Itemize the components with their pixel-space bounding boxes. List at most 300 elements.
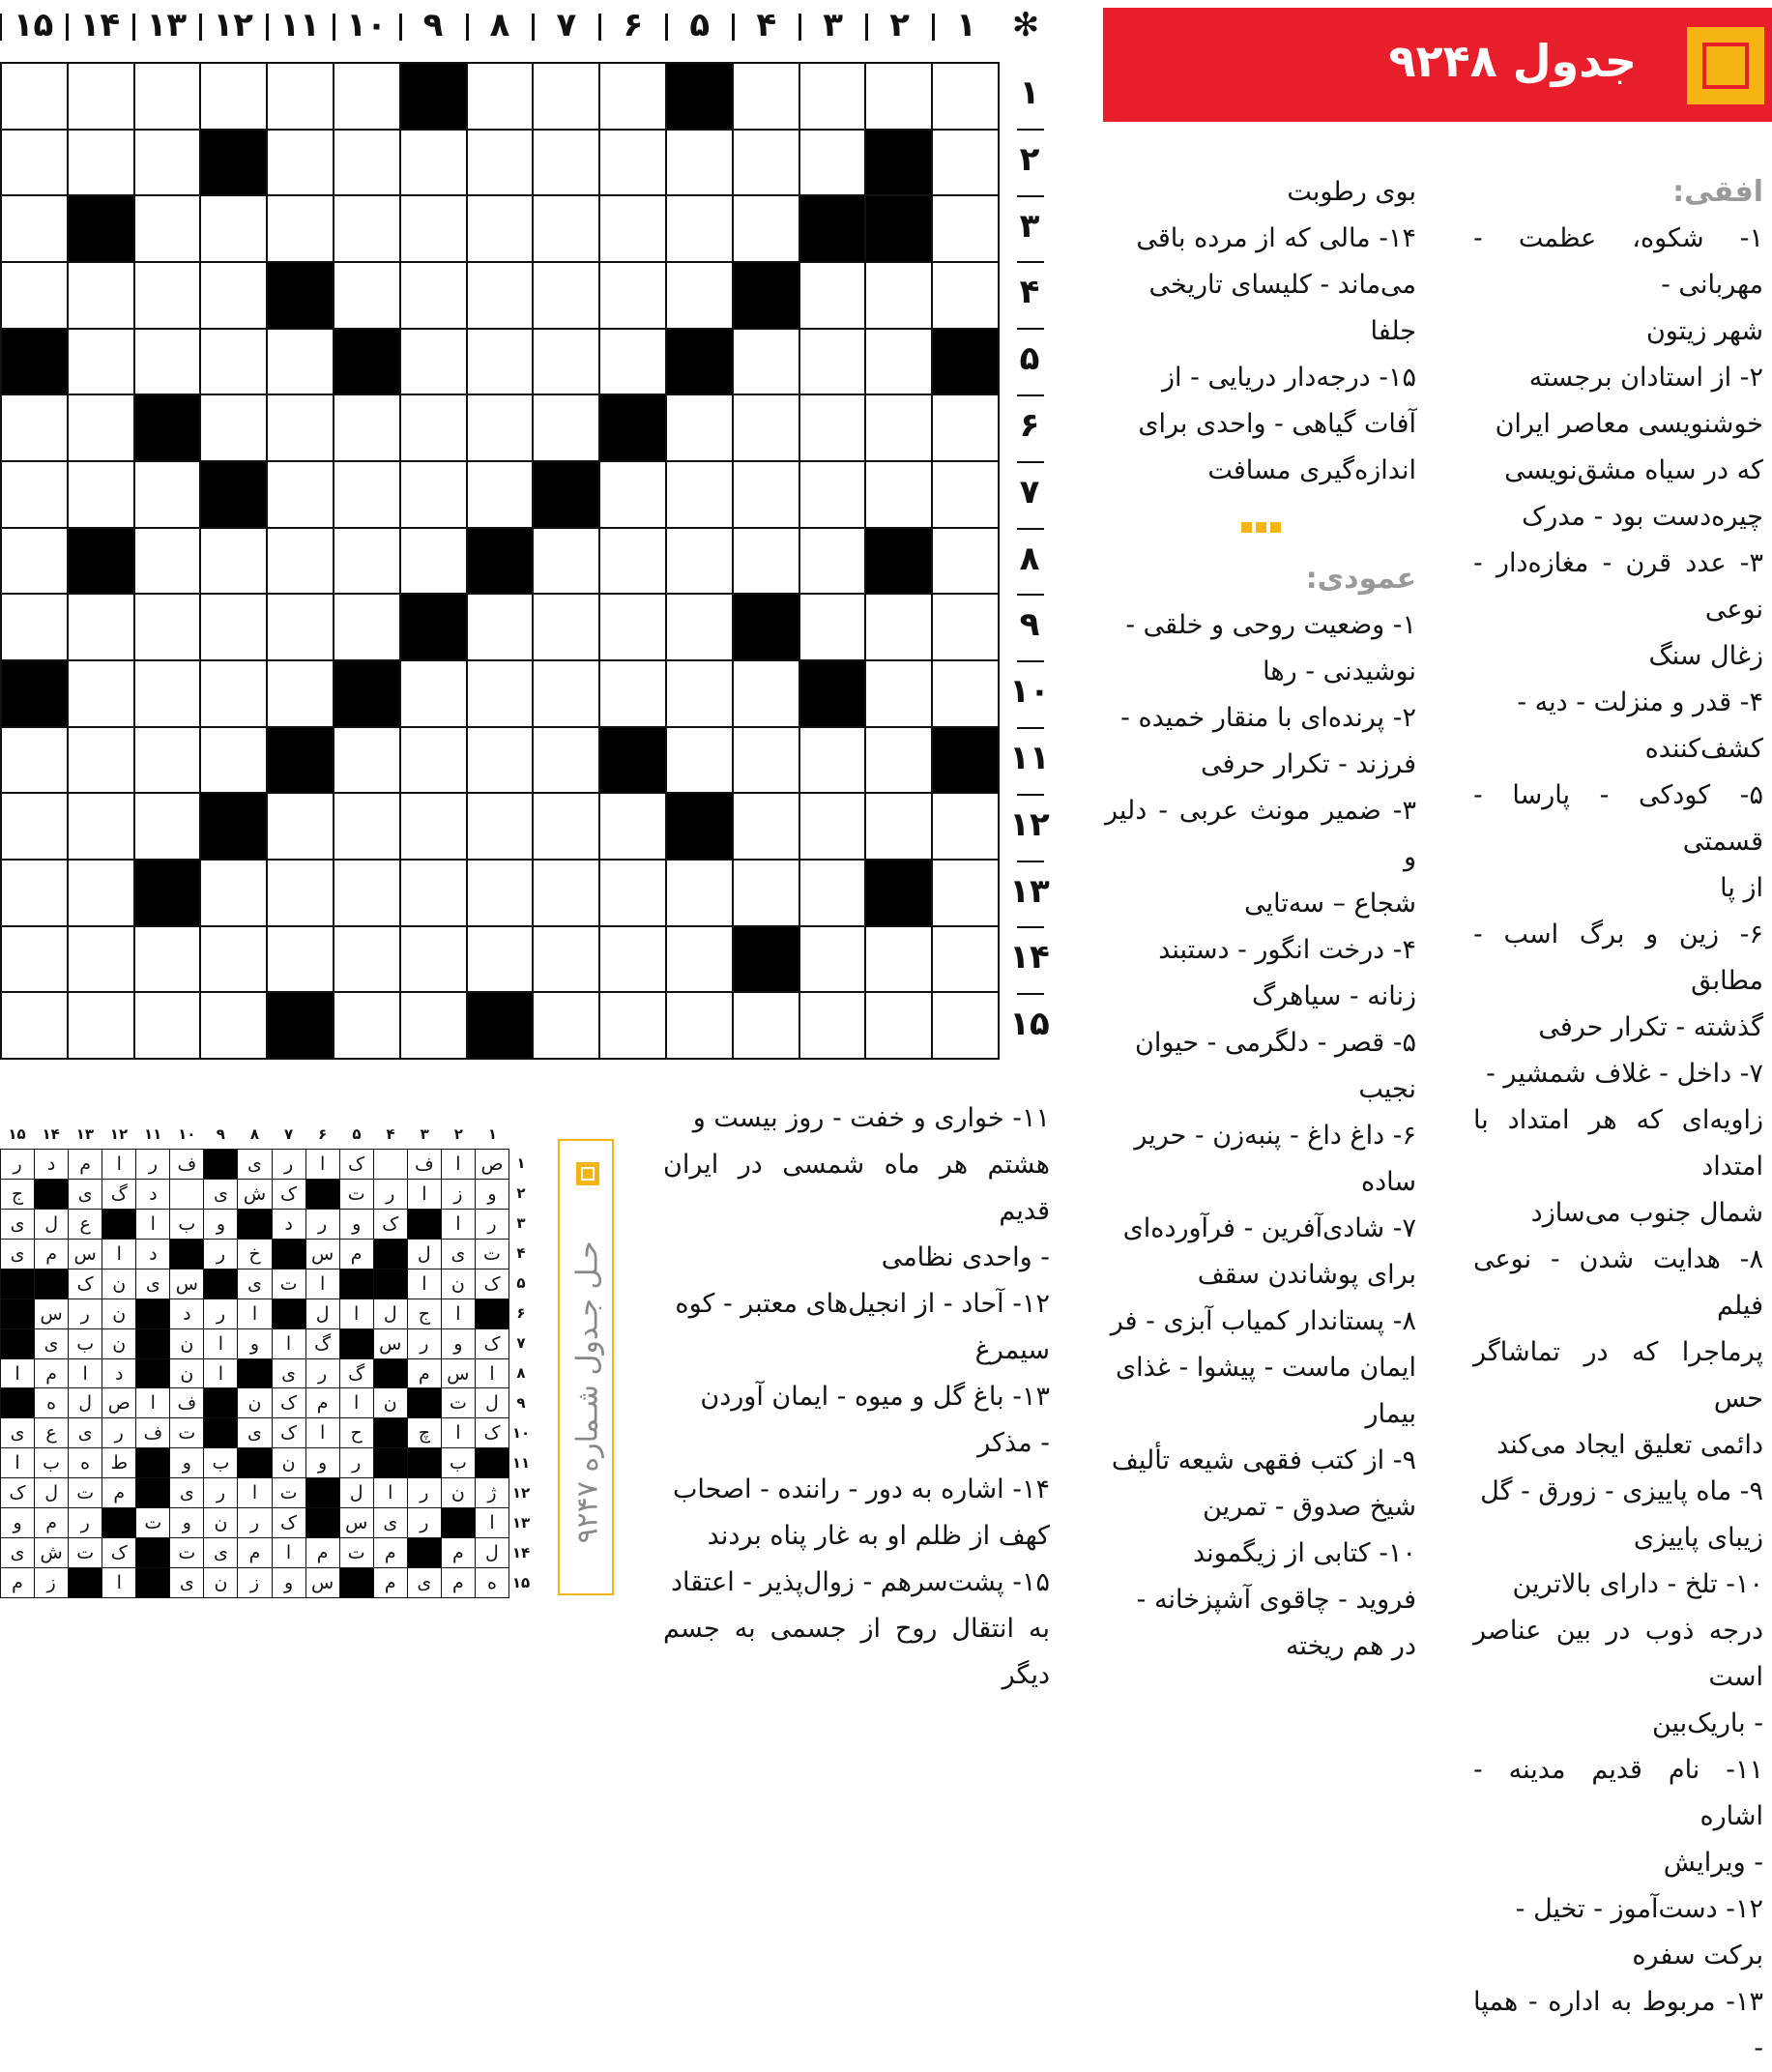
grid-cell[interactable] bbox=[667, 462, 734, 529]
grid-cell[interactable] bbox=[401, 661, 468, 728]
grid-cell[interactable] bbox=[534, 131, 600, 197]
mini-letter-cell: م bbox=[442, 1568, 476, 1598]
grid-cell[interactable] bbox=[866, 661, 933, 728]
mini-letter-cell: ن bbox=[238, 1388, 272, 1418]
mini-letter-cell: ت bbox=[340, 1538, 374, 1568]
grid-cell[interactable] bbox=[468, 661, 535, 728]
grid-cell[interactable] bbox=[268, 861, 334, 927]
grid-cell[interactable] bbox=[135, 131, 202, 197]
mini-row-label: ۱۳ bbox=[511, 1514, 531, 1532]
grid-cell[interactable] bbox=[268, 395, 334, 462]
clue-line: ۳- عدد قرن - مغازه‌دار - نوعی bbox=[1473, 548, 1763, 625]
grid-cell[interactable] bbox=[468, 196, 535, 263]
mini-letter-cell: ل bbox=[35, 1478, 69, 1508]
mini-letter-cell: ف bbox=[136, 1418, 170, 1448]
row-label: ۱۲ bbox=[1009, 804, 1050, 844]
grid-cell[interactable] bbox=[734, 462, 800, 529]
grid-cell[interactable] bbox=[667, 993, 734, 1060]
black-cell bbox=[468, 529, 535, 596]
grid-cell[interactable] bbox=[201, 728, 268, 795]
grid-cell[interactable] bbox=[135, 993, 202, 1060]
mini-letter-cell: ن bbox=[102, 1329, 136, 1359]
grid-cell[interactable] bbox=[334, 861, 401, 927]
row-divider bbox=[1017, 394, 1044, 396]
mini-black-cell bbox=[136, 1478, 170, 1508]
grid-cell[interactable] bbox=[334, 595, 401, 661]
mini-letter-cell: ا bbox=[442, 1150, 476, 1180]
clue-line: برای پوشاندن سقف bbox=[1197, 1260, 1416, 1290]
mini-letter-cell: ر bbox=[306, 1210, 340, 1240]
grid-cell[interactable] bbox=[800, 529, 867, 596]
mini-black-cell bbox=[273, 1240, 306, 1269]
grid-cell[interactable] bbox=[468, 728, 535, 795]
clue-line: ۲- از استادان برجسته bbox=[1528, 363, 1763, 393]
grid-cell[interactable] bbox=[2, 263, 69, 330]
grid-cell[interactable] bbox=[800, 595, 867, 661]
grid-cell[interactable] bbox=[933, 529, 1000, 596]
grid-cell[interactable] bbox=[201, 661, 268, 728]
grid-cell[interactable] bbox=[2, 728, 69, 795]
mini-letter-cell: ن bbox=[204, 1508, 238, 1538]
grid-cell[interactable] bbox=[800, 64, 867, 131]
grid-cell[interactable] bbox=[135, 661, 202, 728]
grid-cell[interactable] bbox=[69, 661, 135, 728]
black-cell bbox=[401, 64, 468, 131]
grid-cell[interactable] bbox=[334, 794, 401, 861]
grid-cell[interactable] bbox=[201, 64, 268, 131]
grid-cell[interactable] bbox=[734, 728, 800, 795]
row-divider bbox=[1017, 195, 1044, 197]
grid-cell[interactable] bbox=[734, 330, 800, 396]
grid-cell[interactable] bbox=[268, 131, 334, 197]
mini-black-cell bbox=[136, 1568, 170, 1598]
grid-cell[interactable] bbox=[268, 661, 334, 728]
grid-cell[interactable] bbox=[866, 462, 933, 529]
mini-letter-cell: ر bbox=[340, 1448, 374, 1478]
clue-line: - ویرایش bbox=[1663, 1848, 1763, 1878]
grid-cell[interactable] bbox=[534, 395, 600, 462]
clues-middle-column bbox=[1105, 169, 1416, 1670]
grid-cell[interactable] bbox=[667, 728, 734, 795]
grid-cell[interactable] bbox=[667, 861, 734, 927]
clue-line: که در سیاه مشق‌نویسی bbox=[1504, 455, 1763, 485]
grid-cell[interactable] bbox=[933, 993, 1000, 1060]
black-cell bbox=[933, 728, 1000, 795]
grid-cell[interactable] bbox=[201, 196, 268, 263]
grid-cell[interactable] bbox=[600, 131, 667, 197]
grid-cell[interactable] bbox=[734, 131, 800, 197]
grid-cell[interactable] bbox=[667, 196, 734, 263]
grid-cell[interactable] bbox=[468, 395, 535, 462]
grid-cell[interactable] bbox=[534, 196, 600, 263]
mini-letter-cell: س bbox=[340, 1508, 374, 1538]
grid-cell[interactable] bbox=[866, 728, 933, 795]
grid-cell[interactable] bbox=[734, 861, 800, 927]
clue-line: - باریک‌بین bbox=[1651, 1708, 1763, 1738]
mini-letter-cell: ک bbox=[476, 1418, 509, 1448]
grid-cell[interactable] bbox=[201, 927, 268, 994]
clue-line: ۳- ضمیر مونث عربی - دلیر و bbox=[1105, 796, 1416, 872]
grid-cell[interactable] bbox=[69, 131, 135, 197]
clue-line: جلفا bbox=[1370, 316, 1416, 346]
clue-line: شیخ صدوق - تمرین bbox=[1203, 1492, 1416, 1522]
grid-cell[interactable] bbox=[667, 395, 734, 462]
grid-cell[interactable] bbox=[69, 462, 135, 529]
grid-cell[interactable] bbox=[334, 927, 401, 994]
grid-cell[interactable] bbox=[734, 993, 800, 1060]
mini-letter-cell: ط bbox=[102, 1448, 136, 1478]
grid-cell[interactable] bbox=[534, 330, 600, 396]
grid-cell[interactable] bbox=[800, 330, 867, 396]
grid-cell[interactable] bbox=[401, 927, 468, 994]
mini-black-cell bbox=[408, 1448, 442, 1478]
mini-letter-cell: ل bbox=[340, 1478, 374, 1508]
clue-line: زغال سنگ bbox=[1648, 641, 1763, 671]
mini-letter-cell: ن bbox=[273, 1448, 306, 1478]
grid-cell[interactable] bbox=[334, 529, 401, 596]
mini-letter-cell: ا bbox=[306, 1418, 340, 1448]
grid-cell[interactable] bbox=[334, 728, 401, 795]
grid-cell[interactable] bbox=[534, 861, 600, 927]
grid-cell[interactable] bbox=[2, 395, 69, 462]
clue-line: زاویه‌ای که هر امتداد با امتداد bbox=[1473, 1105, 1763, 1182]
grid-cell[interactable] bbox=[401, 330, 468, 396]
grid-cell[interactable] bbox=[933, 462, 1000, 529]
grid-cell[interactable] bbox=[334, 196, 401, 263]
grid-cell[interactable] bbox=[201, 861, 268, 927]
mini-letter-cell: ک bbox=[102, 1538, 136, 1568]
grid-cell[interactable] bbox=[534, 927, 600, 994]
mini-letter-cell: ر bbox=[408, 1329, 442, 1359]
grid-cell[interactable] bbox=[600, 661, 667, 728]
grid-cell[interactable] bbox=[401, 529, 468, 596]
grid-cell[interactable] bbox=[201, 395, 268, 462]
grid-cell[interactable] bbox=[734, 64, 800, 131]
grid-cell[interactable] bbox=[600, 927, 667, 994]
row-divider bbox=[1017, 461, 1044, 463]
grid-cell[interactable] bbox=[268, 330, 334, 396]
grid-cell[interactable] bbox=[933, 794, 1000, 861]
grid-cell[interactable] bbox=[2, 927, 69, 994]
grid-cell[interactable] bbox=[334, 993, 401, 1060]
grid-cell[interactable] bbox=[866, 263, 933, 330]
clue-line: دائمی تعلیق ایجاد می‌کند bbox=[1496, 1430, 1763, 1460]
grid-cell[interactable] bbox=[734, 661, 800, 728]
mini-letter-cell: ش bbox=[238, 1180, 272, 1210]
page-title: جدول ۹۲۴۸ bbox=[1388, 35, 1637, 87]
mini-letter-cell: م bbox=[35, 1508, 69, 1538]
horizontal-heading: افقی: bbox=[1672, 175, 1763, 209]
grid-cell[interactable] bbox=[933, 131, 1000, 197]
grid-cell[interactable] bbox=[933, 595, 1000, 661]
mini-letter-cell: ا bbox=[476, 1508, 509, 1538]
mini-column-label: ۱۴ bbox=[42, 1125, 60, 1143]
grid-cell[interactable] bbox=[534, 595, 600, 661]
grid-cell[interactable] bbox=[2, 861, 69, 927]
grid-cell[interactable] bbox=[600, 529, 667, 596]
grid-cell[interactable] bbox=[800, 462, 867, 529]
grid-cell[interactable] bbox=[933, 263, 1000, 330]
grid-cell[interactable] bbox=[600, 462, 667, 529]
grid-cell[interactable] bbox=[468, 330, 535, 396]
grid-cell[interactable] bbox=[534, 993, 600, 1060]
grid-cell[interactable] bbox=[866, 993, 933, 1060]
grid-cell[interactable] bbox=[2, 196, 69, 263]
grid-cell[interactable] bbox=[667, 927, 734, 994]
mini-letter-cell: گ bbox=[306, 1329, 340, 1359]
grid-cell[interactable] bbox=[600, 330, 667, 396]
grid-cell[interactable] bbox=[69, 927, 135, 994]
grid-cell[interactable] bbox=[401, 196, 468, 263]
grid-cell[interactable] bbox=[334, 462, 401, 529]
mini-letter-cell: ا bbox=[1, 1359, 35, 1389]
grid-cell[interactable] bbox=[2, 64, 69, 131]
mini-letter-cell: ا bbox=[1, 1448, 35, 1478]
grid-cell[interactable] bbox=[201, 993, 268, 1060]
grid-cell[interactable] bbox=[201, 529, 268, 596]
mini-letter-cell: ر bbox=[238, 1508, 272, 1538]
mini-letter-cell: و bbox=[170, 1508, 204, 1538]
grid-cell[interactable] bbox=[135, 794, 202, 861]
mini-letter-cell: م bbox=[69, 1150, 102, 1180]
grid-cell[interactable] bbox=[800, 794, 867, 861]
grid-cell[interactable] bbox=[69, 263, 135, 330]
clue-line: کشف‌کننده bbox=[1644, 734, 1763, 764]
grid-cell[interactable] bbox=[600, 196, 667, 263]
clue-line: گذشته - تکرار حرفی bbox=[1538, 1012, 1763, 1042]
grid-cell[interactable] bbox=[933, 64, 1000, 131]
black-cell bbox=[534, 462, 600, 529]
mini-letter-cell: گ bbox=[340, 1359, 374, 1389]
mini-row-label: ۱۵ bbox=[511, 1574, 531, 1591]
mini-column-label: ۵ bbox=[352, 1125, 362, 1143]
grid-cell[interactable] bbox=[135, 595, 202, 661]
grid-cell[interactable] bbox=[600, 595, 667, 661]
grid-cell[interactable] bbox=[135, 196, 202, 263]
vertical-clues-continued bbox=[663, 1095, 1050, 1699]
mini-black-cell bbox=[136, 1329, 170, 1359]
grid-cell[interactable] bbox=[800, 131, 867, 197]
grid-cell[interactable] bbox=[401, 794, 468, 861]
grid-cell[interactable] bbox=[667, 263, 734, 330]
grid-cell[interactable] bbox=[734, 196, 800, 263]
mini-black-cell bbox=[442, 1508, 476, 1538]
mini-letter-cell: گ bbox=[102, 1180, 136, 1210]
grid-cell[interactable] bbox=[135, 263, 202, 330]
grid-cell[interactable] bbox=[468, 595, 535, 661]
grid-cell[interactable] bbox=[69, 395, 135, 462]
grid-cell[interactable] bbox=[69, 794, 135, 861]
grid-cell[interactable] bbox=[800, 861, 867, 927]
grid-cell[interactable] bbox=[800, 993, 867, 1060]
black-cell bbox=[667, 330, 734, 396]
row-divider bbox=[1017, 261, 1044, 263]
mini-column-label: ۷ bbox=[284, 1125, 294, 1143]
grid-cell[interactable] bbox=[201, 595, 268, 661]
grid-cell[interactable] bbox=[135, 462, 202, 529]
grid-cell[interactable] bbox=[135, 64, 202, 131]
clue-line: ۸- پستاندار کمیاب آبزی - فر bbox=[1110, 1306, 1416, 1336]
mini-black-cell bbox=[1, 1329, 35, 1359]
grid-cell[interactable] bbox=[534, 728, 600, 795]
grid-cell[interactable] bbox=[468, 927, 535, 994]
row-divider bbox=[1017, 993, 1044, 995]
clue-line: اندازه‌گیری مسافت bbox=[1207, 455, 1416, 485]
mini-letter-cell: ت bbox=[136, 1508, 170, 1538]
mini-letter-cell: د bbox=[35, 1150, 69, 1180]
clue-line: کهف از ظلم او به غار پناه بردند bbox=[707, 1521, 1050, 1551]
grid-cell[interactable] bbox=[667, 661, 734, 728]
mini-black-cell bbox=[136, 1359, 170, 1389]
mini-letter-cell: ا bbox=[273, 1329, 306, 1359]
grid-cell[interactable] bbox=[667, 595, 734, 661]
grid-cell[interactable] bbox=[2, 595, 69, 661]
grid-cell[interactable] bbox=[69, 993, 135, 1060]
grid-cell[interactable] bbox=[401, 462, 468, 529]
grid-cell[interactable] bbox=[268, 196, 334, 263]
grid-cell[interactable] bbox=[734, 794, 800, 861]
grid-cell[interactable] bbox=[334, 131, 401, 197]
grid-cell[interactable] bbox=[866, 395, 933, 462]
grid-cell[interactable] bbox=[334, 263, 401, 330]
black-cell bbox=[334, 661, 401, 728]
grid-cell[interactable] bbox=[268, 927, 334, 994]
grid-cell[interactable] bbox=[534, 263, 600, 330]
grid-cell[interactable] bbox=[2, 131, 69, 197]
grid-cell[interactable] bbox=[468, 263, 535, 330]
mini-letter-cell: ا bbox=[442, 1210, 476, 1240]
grid-cell[interactable] bbox=[468, 462, 535, 529]
grid-cell[interactable] bbox=[667, 131, 734, 197]
mini-letter-cell: ا bbox=[273, 1538, 306, 1568]
grid-cell[interactable] bbox=[734, 529, 800, 596]
clue-line: ۷- داخل - غلاف شمشیر - bbox=[1486, 1059, 1763, 1089]
mini-letter-cell: ص bbox=[102, 1388, 136, 1418]
grid-cell[interactable] bbox=[334, 395, 401, 462]
mini-letter-cell: ی bbox=[238, 1150, 272, 1180]
grid-cell[interactable] bbox=[600, 64, 667, 131]
grid-cell[interactable] bbox=[401, 993, 468, 1060]
mini-letter-cell: و bbox=[340, 1210, 374, 1240]
grid-cell[interactable] bbox=[534, 529, 600, 596]
mini-letter-cell: و bbox=[238, 1329, 272, 1359]
grid-cell[interactable] bbox=[401, 263, 468, 330]
grid-cell[interactable] bbox=[268, 529, 334, 596]
mini-letter-cell: ف bbox=[408, 1150, 442, 1180]
grid-cell[interactable] bbox=[69, 64, 135, 131]
grid-cell[interactable] bbox=[534, 64, 600, 131]
clue-line: ۴- درخت انگور - دستبند bbox=[1158, 935, 1416, 965]
grid-cell[interactable] bbox=[268, 462, 334, 529]
grid-cell[interactable] bbox=[201, 330, 268, 396]
grid-cell[interactable] bbox=[468, 64, 535, 131]
clue-line: ۹- ماه پاییزی - زورق - گل bbox=[1480, 1476, 1763, 1506]
mini-black-cell bbox=[408, 1388, 442, 1418]
grid-cell[interactable] bbox=[600, 794, 667, 861]
grid-cell[interactable] bbox=[2, 529, 69, 596]
grid-cell[interactable] bbox=[468, 861, 535, 927]
mini-row-label: ۳ bbox=[516, 1214, 526, 1232]
grid-cell[interactable] bbox=[334, 64, 401, 131]
grid-cell[interactable] bbox=[933, 395, 1000, 462]
grid-cell[interactable] bbox=[135, 529, 202, 596]
grid-cell[interactable] bbox=[2, 462, 69, 529]
grid-cell[interactable] bbox=[2, 993, 69, 1060]
black-cell bbox=[268, 993, 334, 1060]
grid-cell[interactable] bbox=[800, 728, 867, 795]
grid-cell[interactable] bbox=[534, 794, 600, 861]
grid-cell[interactable] bbox=[69, 595, 135, 661]
grid-cell[interactable] bbox=[800, 263, 867, 330]
grid-cell[interactable] bbox=[667, 529, 734, 596]
grid-cell[interactable] bbox=[468, 794, 535, 861]
mini-letter-cell bbox=[374, 1150, 408, 1180]
grid-cell[interactable] bbox=[135, 728, 202, 795]
clue-line: - مذکر bbox=[977, 1428, 1050, 1458]
grid-cell[interactable] bbox=[933, 927, 1000, 994]
clue-line: شجاع – سه‌تایی bbox=[1244, 889, 1416, 919]
grid-cell[interactable] bbox=[866, 794, 933, 861]
mini-black-cell bbox=[35, 1269, 69, 1299]
black-cell bbox=[2, 661, 69, 728]
grid-cell[interactable] bbox=[69, 861, 135, 927]
grid-cell[interactable] bbox=[401, 861, 468, 927]
grid-cell[interactable] bbox=[933, 861, 1000, 927]
grid-cell[interactable] bbox=[600, 861, 667, 927]
grid-cell[interactable] bbox=[69, 728, 135, 795]
grid-cell[interactable] bbox=[401, 728, 468, 795]
grid-cell[interactable] bbox=[268, 595, 334, 661]
grid-cell[interactable] bbox=[468, 131, 535, 197]
mini-black-cell bbox=[374, 1269, 408, 1299]
grid-cell[interactable] bbox=[734, 395, 800, 462]
grid-cell[interactable] bbox=[800, 927, 867, 994]
mini-row-label: ۸ bbox=[516, 1364, 526, 1382]
clue-line: نجیب bbox=[1358, 1074, 1416, 1104]
grid-cell[interactable] bbox=[933, 661, 1000, 728]
mini-letter-cell: ب bbox=[204, 1448, 238, 1478]
grid-cell[interactable] bbox=[600, 263, 667, 330]
grid-cell[interactable] bbox=[534, 661, 600, 728]
grid-cell[interactable] bbox=[800, 395, 867, 462]
grid-cell[interactable] bbox=[866, 64, 933, 131]
grid-cell[interactable] bbox=[401, 131, 468, 197]
mini-black-cell bbox=[306, 1478, 340, 1508]
grid-cell[interactable] bbox=[268, 794, 334, 861]
grid-cell[interactable] bbox=[933, 196, 1000, 263]
grid-cell[interactable] bbox=[401, 395, 468, 462]
grid-cell[interactable] bbox=[135, 927, 202, 994]
grid-cell[interactable] bbox=[866, 330, 933, 396]
mini-letter-cell: ا bbox=[340, 1388, 374, 1418]
mini-letter-cell: ت bbox=[69, 1538, 102, 1568]
mini-letter-cell: م bbox=[35, 1359, 69, 1389]
grid-cell[interactable] bbox=[2, 794, 69, 861]
grid-cell[interactable] bbox=[69, 330, 135, 396]
grid-cell[interactable] bbox=[268, 64, 334, 131]
grid-cell[interactable] bbox=[600, 993, 667, 1060]
mini-letter-cell: ا bbox=[238, 1478, 272, 1508]
grid-cell[interactable] bbox=[866, 595, 933, 661]
grid-cell[interactable] bbox=[135, 330, 202, 396]
mini-black-cell bbox=[476, 1299, 509, 1329]
column-label: ۱۴ bbox=[79, 6, 121, 44]
mini-letter-cell: م bbox=[442, 1538, 476, 1568]
black-cell bbox=[201, 794, 268, 861]
crossword-grid[interactable] bbox=[0, 62, 1000, 1060]
grid-cell[interactable] bbox=[866, 927, 933, 994]
grid-cell[interactable] bbox=[201, 263, 268, 330]
